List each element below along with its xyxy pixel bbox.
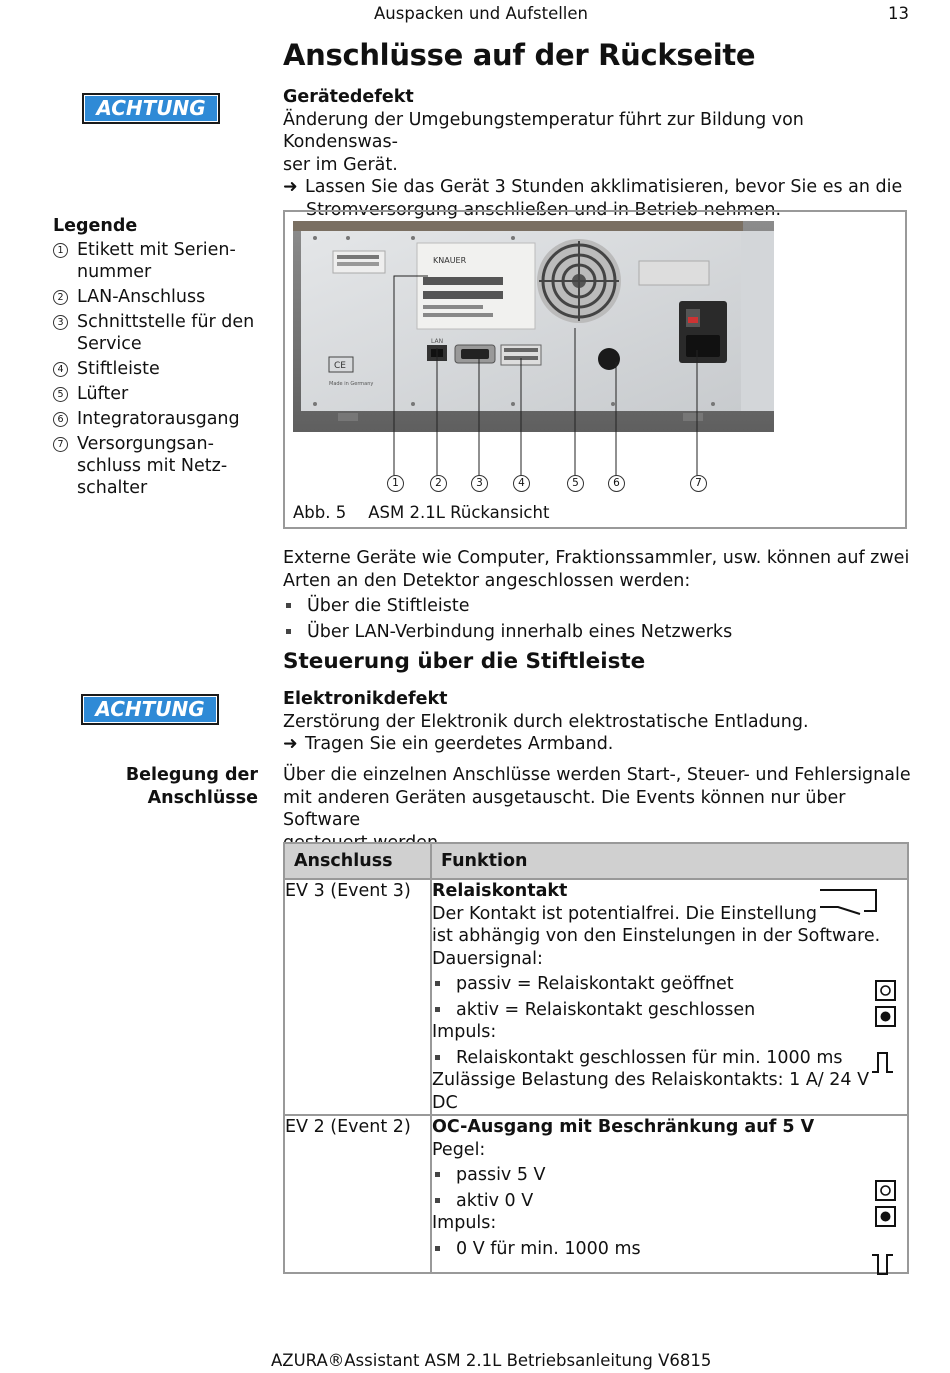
callout-number: 2 <box>430 475 447 492</box>
contact-closed-icon <box>875 1006 897 1028</box>
svg-text:Made in Germany: Made in Germany <box>329 381 374 387</box>
bullet-item: Über LAN-Verbindung innerhalb eines Netzwerks <box>283 621 913 644</box>
pulse-low-icon <box>870 1252 896 1278</box>
warning-action-cont: Stromversorgung anschließen und in Betrieb nehmen. <box>306 199 782 220</box>
legend-item: 5 Lüfter <box>53 383 268 405</box>
arrow-right-icon: ➜ <box>283 177 298 197</box>
table-row <box>284 1115 908 1273</box>
legend-item: 4 Stiftleiste <box>53 358 268 380</box>
connection-table <box>283 842 909 1274</box>
table-cell-function: Relaiskontakt Der Kontakt ist potentialfrei. Die Einstellung ist abhängig von den Einstelungen in der Software. Dauersignal: passiv = Relaiskontakt geöffnet aktiv = Relaiskontakt geschlossen Impuls: Relaiskontakt geschlossen für min. 1000 ms Zulässige Belastung des Relaiskontakts: 1 A/ 24 V DC <box>431 879 908 1115</box>
warning-heading: Elektronikdefekt <box>283 689 448 709</box>
table-cell-port: EV 3 (Event 3) <box>284 879 431 1115</box>
page-title: Anschlüsse auf der Rückseite <box>283 38 756 72</box>
figure-caption: Abb. 5 ASM 2.1L Rückansicht <box>293 503 550 522</box>
svg-text:KNAUER: KNAUER <box>433 256 467 265</box>
legend-item: 7 Versorgungsan- schluss mit Netz- schalter <box>53 433 268 499</box>
bullet-item: aktiv = Relaiskontakt geschlossen <box>432 999 907 1022</box>
callout-number: 6 <box>608 475 625 492</box>
warning-text: ser im Gerät. <box>283 154 398 175</box>
callout-number: 1 <box>387 475 404 492</box>
table-header-row <box>284 843 908 879</box>
achtung-badge: ACHTUNG <box>81 694 219 725</box>
legend-item: 6 Integratorausgang <box>53 408 268 430</box>
callout-number: 7 <box>690 475 707 492</box>
table-row <box>284 879 908 1115</box>
svg-text:CE: CE <box>334 361 346 371</box>
table-cell-function: OC-Ausgang mit Beschränkung auf 5 V Pegel: passiv 5 V aktiv 0 V Impuls: 0 V für min. 1000 ms <box>431 1115 908 1273</box>
callout-number: 5 <box>567 475 584 492</box>
warning-text: Änderung der Umgebungstemperatur führt zur Bildung von Kondenswas- <box>283 109 804 152</box>
intro-paragraph: Externe Geräte wie Computer, Fraktionssammler, usw. können auf zwei Arten an den Detektor angeschlossen werden: Über die Stiftleiste Über LAN-Verbindung innerhalb eines Netzwerks <box>283 547 913 643</box>
achtung-badge: ACHTUNG <box>82 93 220 124</box>
callout-number: 3 <box>471 475 488 492</box>
arrow-right-icon: ➜ <box>283 734 298 754</box>
bullet-item: passiv 5 V <box>432 1164 907 1187</box>
relay-switch-icon <box>818 885 880 917</box>
warning-text: Zerstörung der Elektronik durch elektrostatische Entladung. <box>283 711 809 732</box>
contact-open-icon <box>875 1180 897 1202</box>
running-header: Auspacken und Aufstellen <box>374 4 589 23</box>
table-header: Anschluss <box>284 843 431 879</box>
bullet-item: aktiv 0 V <box>432 1190 907 1213</box>
bullet-item: passiv = Relaiskontakt geöffnet <box>432 973 907 996</box>
bullet-item: 0 V für min. 1000 ms <box>432 1238 907 1261</box>
legend-title: Legende <box>53 216 138 236</box>
page-number: 13 <box>888 4 909 23</box>
contact-closed-icon <box>875 1206 897 1228</box>
section-heading: Steuerung über die Stiftleiste <box>283 649 646 674</box>
callout-lines <box>283 210 907 490</box>
warning-heading: Gerätedefekt <box>283 87 414 107</box>
warning-action: ➜ Tragen Sie ein geerdetes Armband. <box>283 734 614 754</box>
page-footer: AZURA®Assistant ASM 2.1L Betriebsanleitung V6815 <box>271 1351 712 1370</box>
bullet-item: Über die Stiftleiste <box>283 595 913 618</box>
svg-text:LAN: LAN <box>431 338 444 345</box>
contact-open-icon <box>875 980 897 1002</box>
legend <box>53 215 268 499</box>
warning-action: ➜ Lassen Sie das Gerät 3 Stunden akklimatisieren, bevor Sie es an die <box>283 177 903 197</box>
table-cell-port: EV 2 (Event 2) <box>284 1115 431 1273</box>
legend-item: 2 LAN-Anschluss <box>53 286 268 308</box>
warning-block <box>283 86 913 221</box>
belegung-paragraph: Über die einzelnen Anschlüsse werden Start-, Steuer- und Fehlersignale mit anderen Geräten ausgetauscht. Die Events können nur über Software <box>283 765 911 830</box>
table-header: Funktion <box>431 843 908 879</box>
warning-block <box>283 688 913 756</box>
bullet-item: Relaiskontakt geschlossen für min. 1000 ms <box>432 1047 907 1070</box>
legend-item: 3 Schnittstelle für den Service <box>53 311 268 355</box>
callout-number: 4 <box>513 475 530 492</box>
legend-item: 1 Etikett mit Serien- nummer <box>53 239 268 283</box>
marginal-heading: Belegung der Anschlüsse <box>125 765 258 808</box>
pulse-high-icon <box>870 1050 896 1076</box>
